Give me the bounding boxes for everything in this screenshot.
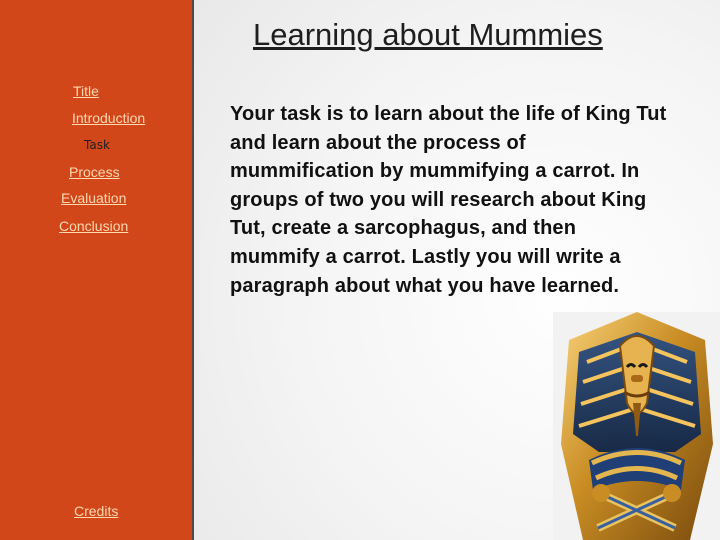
nav-link-process[interactable]: Process — [69, 164, 120, 180]
nav-link-introduction[interactable]: Introduction — [72, 110, 146, 126]
nav-link-conclusion[interactable]: Conclusion — [59, 218, 129, 234]
sidebar-navigation — [0, 0, 194, 540]
king-tut-mask-image — [553, 312, 720, 540]
nav-link-evaluation[interactable]: Evaluation — [61, 190, 127, 206]
nav-link-task[interactable]: Task — [84, 138, 110, 152]
nav-link-title[interactable]: Title — [73, 83, 99, 99]
king-tut-mask-svg — [553, 312, 720, 540]
nav-link-credits[interactable]: Credits — [74, 503, 119, 519]
task-description: Your task is to learn about the life of King Tut and learn about the process of mummification by mummifying a carrot. In groups of two you will research about King Tut, create a sarcophagus, and then mummify a carrot. Lastly you will write a paragraph about what you have learned. — [230, 103, 667, 297]
page-title: Learning about Mummies — [253, 17, 603, 52]
